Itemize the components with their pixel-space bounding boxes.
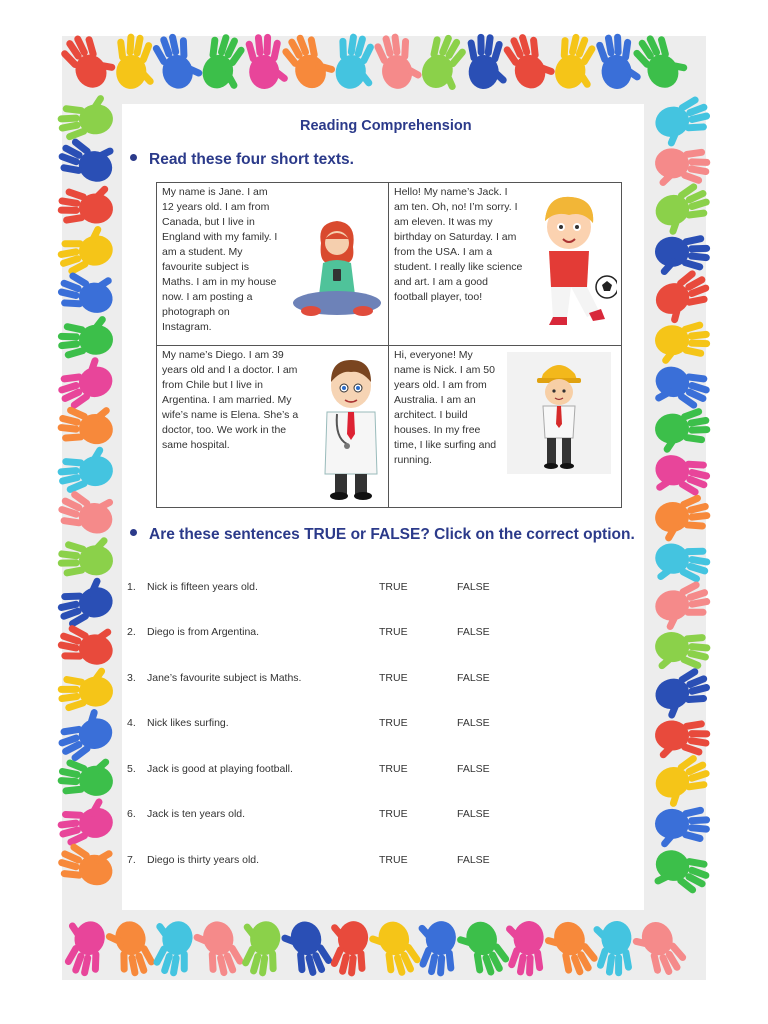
true-option[interactable]: TRUE	[379, 626, 408, 638]
text-jack: Hello! My name’s Jack. I am ten. Oh, no! I’m sorry. I am eleven. It was my birthday on Saturday. I am from the USA. I am a student. I really like science and art. I am a good football player, too!	[394, 186, 523, 303]
question-row	[127, 854, 547, 874]
question-number: 3.	[127, 672, 136, 684]
texts-table	[156, 182, 622, 508]
question-row	[127, 581, 547, 601]
false-option[interactable]: FALSE	[457, 581, 490, 593]
bullet-icon	[130, 529, 137, 536]
question-text: Nick likes surfing.	[147, 717, 229, 729]
false-option[interactable]: FALSE	[457, 626, 490, 638]
text-jane: My name is Jane. I am 12 years old. I am from Canada, but I live in England with my family. I am a student. My favourite subject is Maths. I am in my house now. I am posting a photograph on Instagram.	[162, 186, 278, 333]
question-number: 6.	[127, 808, 136, 820]
question-number: 1.	[127, 581, 136, 593]
read-instruction: Read these four short texts.	[130, 151, 354, 169]
false-option[interactable]: FALSE	[457, 808, 490, 820]
question-number: 4.	[127, 717, 136, 729]
girl-with-phone-icon	[287, 213, 387, 323]
question-text: Diego is from Argentina.	[147, 626, 260, 638]
question-row	[127, 808, 547, 828]
question-row	[127, 672, 547, 692]
true-option[interactable]: TRUE	[379, 808, 408, 820]
text-cell-nick	[389, 346, 621, 507]
question-text: Jack is ten years old.	[147, 808, 246, 820]
question-text: Nick is fifteen years old.	[147, 581, 258, 593]
true-option[interactable]: TRUE	[379, 581, 408, 593]
boy-football-icon	[527, 191, 617, 341]
true-option[interactable]: TRUE	[379, 672, 408, 684]
question-number: 2.	[127, 626, 136, 638]
text-cell-diego	[157, 346, 389, 507]
question-text: Diego is thirty years old.	[147, 854, 260, 866]
false-option[interactable]: FALSE	[457, 672, 490, 684]
question-text: Jack is good at playing football.	[147, 763, 293, 775]
doctor-icon	[317, 354, 385, 504]
page-title: Reading Comprehension	[300, 118, 472, 134]
true-option[interactable]: TRUE	[379, 717, 408, 729]
text-cell-jack	[389, 183, 621, 346]
question-row	[127, 763, 547, 783]
false-option[interactable]: FALSE	[457, 854, 490, 866]
text-nick: Hi, everyone! My name is Nick. I am 50 years old. I am from Australia. I am an architect. I build houses. In my free time, I like surfing and running.	[394, 349, 497, 466]
question-number: 7.	[127, 854, 136, 866]
question-number: 5.	[127, 763, 136, 775]
question-row	[127, 717, 547, 737]
false-option[interactable]: FALSE	[457, 717, 490, 729]
architect-icon	[507, 352, 611, 474]
text-cell-jane	[157, 183, 389, 346]
question-text: Jane’s favourite subject is Maths.	[147, 672, 302, 684]
true-option[interactable]: TRUE	[379, 763, 408, 775]
question-row	[127, 626, 547, 646]
bullet-icon	[130, 154, 137, 161]
true-false-instruction: Are these sentences TRUE or FALSE? Click on the correct option.	[130, 526, 635, 544]
true-option[interactable]: TRUE	[379, 854, 408, 866]
text-diego: My name’s Diego. I am 39 years old and I a doctor. I am from Chile but I live in Argentina. I am married. My wife’s name is Elena. She’s a doctor, too. We work in the same hospital.	[162, 349, 299, 451]
false-option[interactable]: FALSE	[457, 763, 490, 775]
